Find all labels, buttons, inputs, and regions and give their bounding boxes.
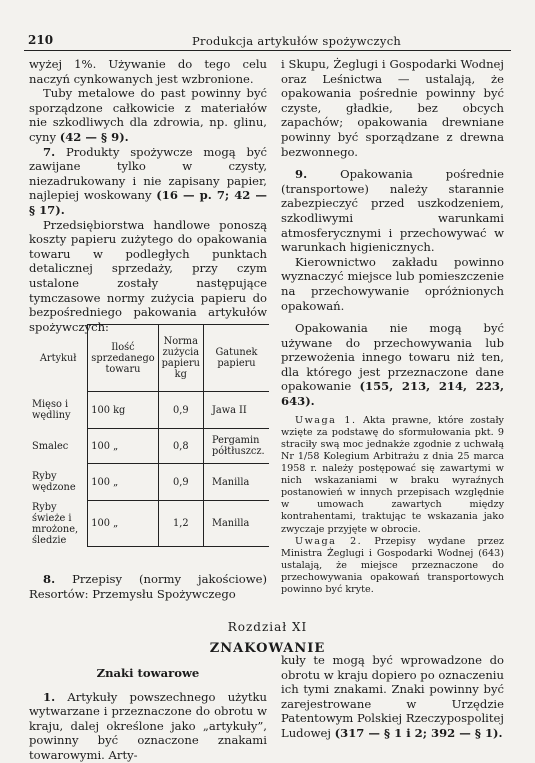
chapter-heading: Rozdział XI (227, 620, 308, 634)
table-cell: Manilla (203, 501, 269, 547)
paragraph: 8. Przepisy (normy jakościowe) Resortów: Przemysłu Spożywczego (29, 572, 267, 601)
section-title: ZNAKOWANIE (209, 641, 326, 656)
table-row (29, 501, 269, 547)
note: Uwaga 1. Akta prawne, które zostały wzięte za podstawę do sformułowania pkt. 9 straciły swą moc jednakże zgodnie z uchwałą Nr 1/58 Kolegium Arbitrażu z dnia 25 marca 1958 r. należy postępować się zawartymi w nich wskazaniami w braku wyraźnych postanowień w innych przepisach względnie w umowach zawartych między kontrahentami, traktując te wskazania jako zwyczaje przyjęte w obrocie. (281, 414, 504, 535)
page-header (24, 33, 511, 51)
paragraph: Kierownictwo zakładu powinno wyznaczyć miejsce lub pomieszczenie na przechowywanie opróżnionych opakowań. (281, 254, 504, 313)
table-cell: Mięso i wędliny (29, 392, 88, 429)
table-cell: 0,9 (158, 464, 203, 501)
table-cell: Smalec (29, 429, 88, 464)
left-column (29, 57, 267, 334)
table-cell: Manilla (203, 464, 269, 501)
table-cell: 100 „ (88, 501, 158, 547)
table-cell: Ryby wędzone (29, 464, 88, 501)
bottom-left-column (29, 666, 267, 763)
table-header: Ilość sprzedanego towaru (88, 325, 158, 392)
table-cell: Pergamin półtłuszcz. (203, 429, 269, 464)
note: Uwaga 2. Przepisy wydane przez Ministra Żeglugi i Gospodarki Wodnej (643) ustalają, że miejsce przeznaczone do przechowywania opakowań transportowych powinno być kryte. (281, 535, 504, 595)
subsection-title: Znaki towarowe (96, 666, 200, 680)
paragraph: Opakowania nie mogą być używane do przechowywania lub przewożenia innego towaru niż ten, dla którego jest przeznaczone dane opakowanie (155, 213, 214, 223, 643). (281, 321, 504, 409)
paragraph: wyżej 1%. Używanie do tego celu naczyń cynkowanych jest wzbronione. (29, 57, 267, 86)
bottom-right-column (281, 653, 504, 741)
paragraph: Tuby metalowe do past powinny być sporządzone całkowicie z materiałów nie szkodliwych dla zdrowia, np. glinu, cyny (42 — § 9). (29, 86, 267, 144)
paragraph: 9. Opakowania pośrednie (transportowe) należy starannie zabezpieczyć przed uszkodzeniem, szkodliwymi warunkami atmosferycznymi i przechowywać w warunkach higienicznych. (281, 167, 504, 255)
table-cell: 1,2 (158, 501, 203, 547)
table-cell: 100 „ (88, 429, 158, 464)
table-row (29, 464, 269, 501)
paragraph: kuły te mogą być wprowadzone do obrotu w kraju dopiero po oznaczeniu ich tymi znakami. Znaki powinny być zarejestrowane w Urzędzie Patentowym Polskiej Rzeczypospolitej Ludowej (317 — § 1 i 2; 392 — § 1). (281, 653, 504, 740)
table-header: Artykuł (29, 325, 88, 392)
header-rule (24, 50, 511, 51)
table-row (29, 392, 269, 429)
running-title: Produkcja artykułów spożywczych (192, 34, 402, 48)
page-number: 210 (28, 33, 54, 47)
table-cell: 100 „ (88, 464, 158, 501)
table-cell: Ryby świeże i mrożone, śledzie (29, 501, 88, 547)
table-row (29, 429, 269, 464)
paragraph: 7. Produkty spożywcze mogą być zawijane tylko w czysty, niezadrukowany i nie zapisany papier, najlepiej woskowany (16 — p. 7; 42 — § 17). (29, 144, 268, 217)
table-cell: 100 kg (88, 392, 158, 429)
table-cell: 0,8 (158, 429, 203, 464)
right-column (281, 57, 504, 596)
paragraph: 1. Artykuły powszechnego użytku wytwarzane i przeznaczone do obrotu w kraju, dalej określone jako „artykuły”, powinny być oznaczone znakami towarowymi. Arty- (29, 689, 267, 762)
paragraph: Przedsiębiorstwa handlowe ponoszą koszty papieru zużytego do opakowania towaru w podległych punktach detalicznej sprzedaży, przy czym ustalone zostały następujące tymczasowe normy zużycia papieru do bezpośredniego pakowania artykułów spożywczych: (29, 217, 267, 334)
table-cell: Jawa II (203, 392, 269, 429)
paper-norms-table (29, 324, 269, 547)
table-cell: 0,9 (158, 392, 203, 429)
paragraph: i Skupu, Żeglugi i Gospodarki Wodnej oraz Leśnictwa — ustalają, że opakowania pośrednie powinny być czyste, gładkie, bez obcych zapachów; opakowania drewniane powinny być sporządzane z drewna bezwonnego. (281, 57, 504, 159)
table-header: Gatunek papieru (203, 325, 269, 392)
table-header: Norma zużycia papieru kg (158, 325, 203, 392)
